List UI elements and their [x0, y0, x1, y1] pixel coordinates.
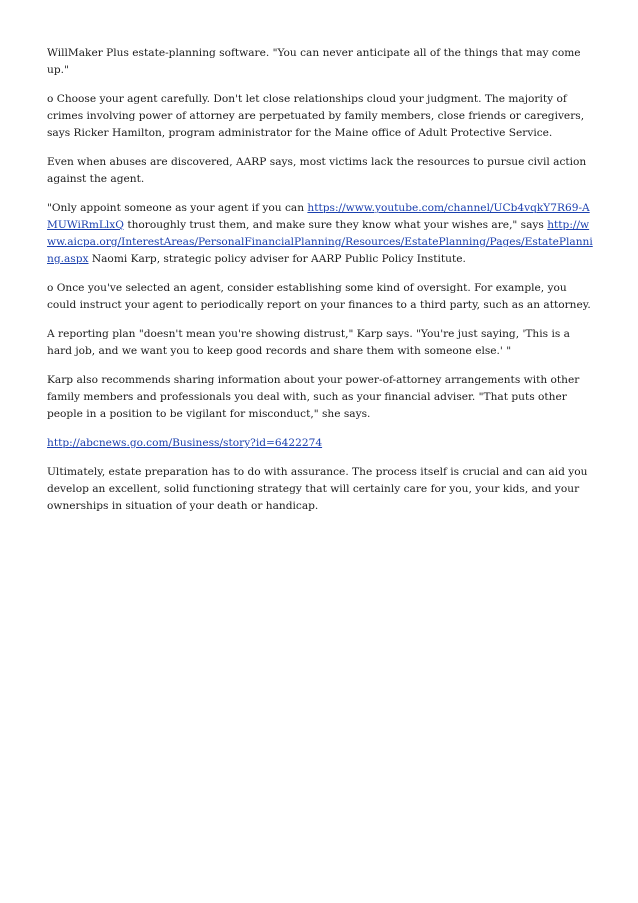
- text-segment: "Only appoint someone as your agent if you can: [47, 202, 308, 214]
- youtube-link[interactable]: https://www.youtube.com/channel/UCb4vqkY7R69-AMUWiRmLlxQ: [47, 202, 590, 231]
- paragraph-choose-agent: o Choose your agent carefully. Don't let close relationships cloud your judgment. The majority of crimes involving power of attorney are perpetuated by family members, close friends or caregivers, says Ricker Hamilton, program administrator for the Maine office of Adult Protective Service.: [47, 93, 585, 139]
- paragraph-reporting-plan: A reporting plan "doesn't mean you're showing distrust," Karp says. "You're just saying, 'This is a hard job, and we want you to keep good records and share them with someone else.' ": [47, 328, 570, 357]
- document-page: [47, 45, 593, 527]
- paragraph-willmaker: WillMaker Plus estate-planning software. "You can never anticipate all of the things that may come up.": [47, 47, 581, 76]
- paragraph-appoint-agent: [47, 200, 593, 268]
- paragraph-sharing-info: Karp also recommends sharing information about your power-of-attorney arrangements with other family members and professionals you deal with, such as your financial adviser. "That puts other people in a position to be vigilant for misconduct," she says.: [47, 374, 580, 420]
- abcnews-link[interactable]: http://abcnews.go.com/Business/story?id=6422274: [47, 437, 323, 449]
- paragraph-conclusion: Ultimately, estate preparation has to do with assurance. The process itself is crucial and can aid you develop an excellent, solid functioning strategy that will certainly care for you, your kids, and your ownerships in situation of your death or handicap.: [47, 466, 588, 512]
- aicpa-link[interactable]: http://www.aicpa.org/InterestAreas/PersonalFinancialPlanning/Resources/EstatePlanning/Pages/EstatePlanning.aspx: [47, 219, 593, 265]
- paragraph-abcnews: [47, 435, 593, 452]
- paragraph-oversight: o Once you've selected an agent, consider establishing some kind of oversight. For example, you could instruct your agent to periodically report on your finances to a third party, such as an attorney.: [47, 282, 591, 311]
- text-segment: thoroughly trust them, and make sure they know what your wishes are," says: [123, 219, 548, 231]
- paragraph-abuses: Even when abuses are discovered, AARP says, most victims lack the resources to pursue civil action against the agent.: [47, 156, 587, 185]
- text-segment: Naomi Karp, strategic policy adviser for AARP Public Policy Institute.: [88, 253, 466, 265]
